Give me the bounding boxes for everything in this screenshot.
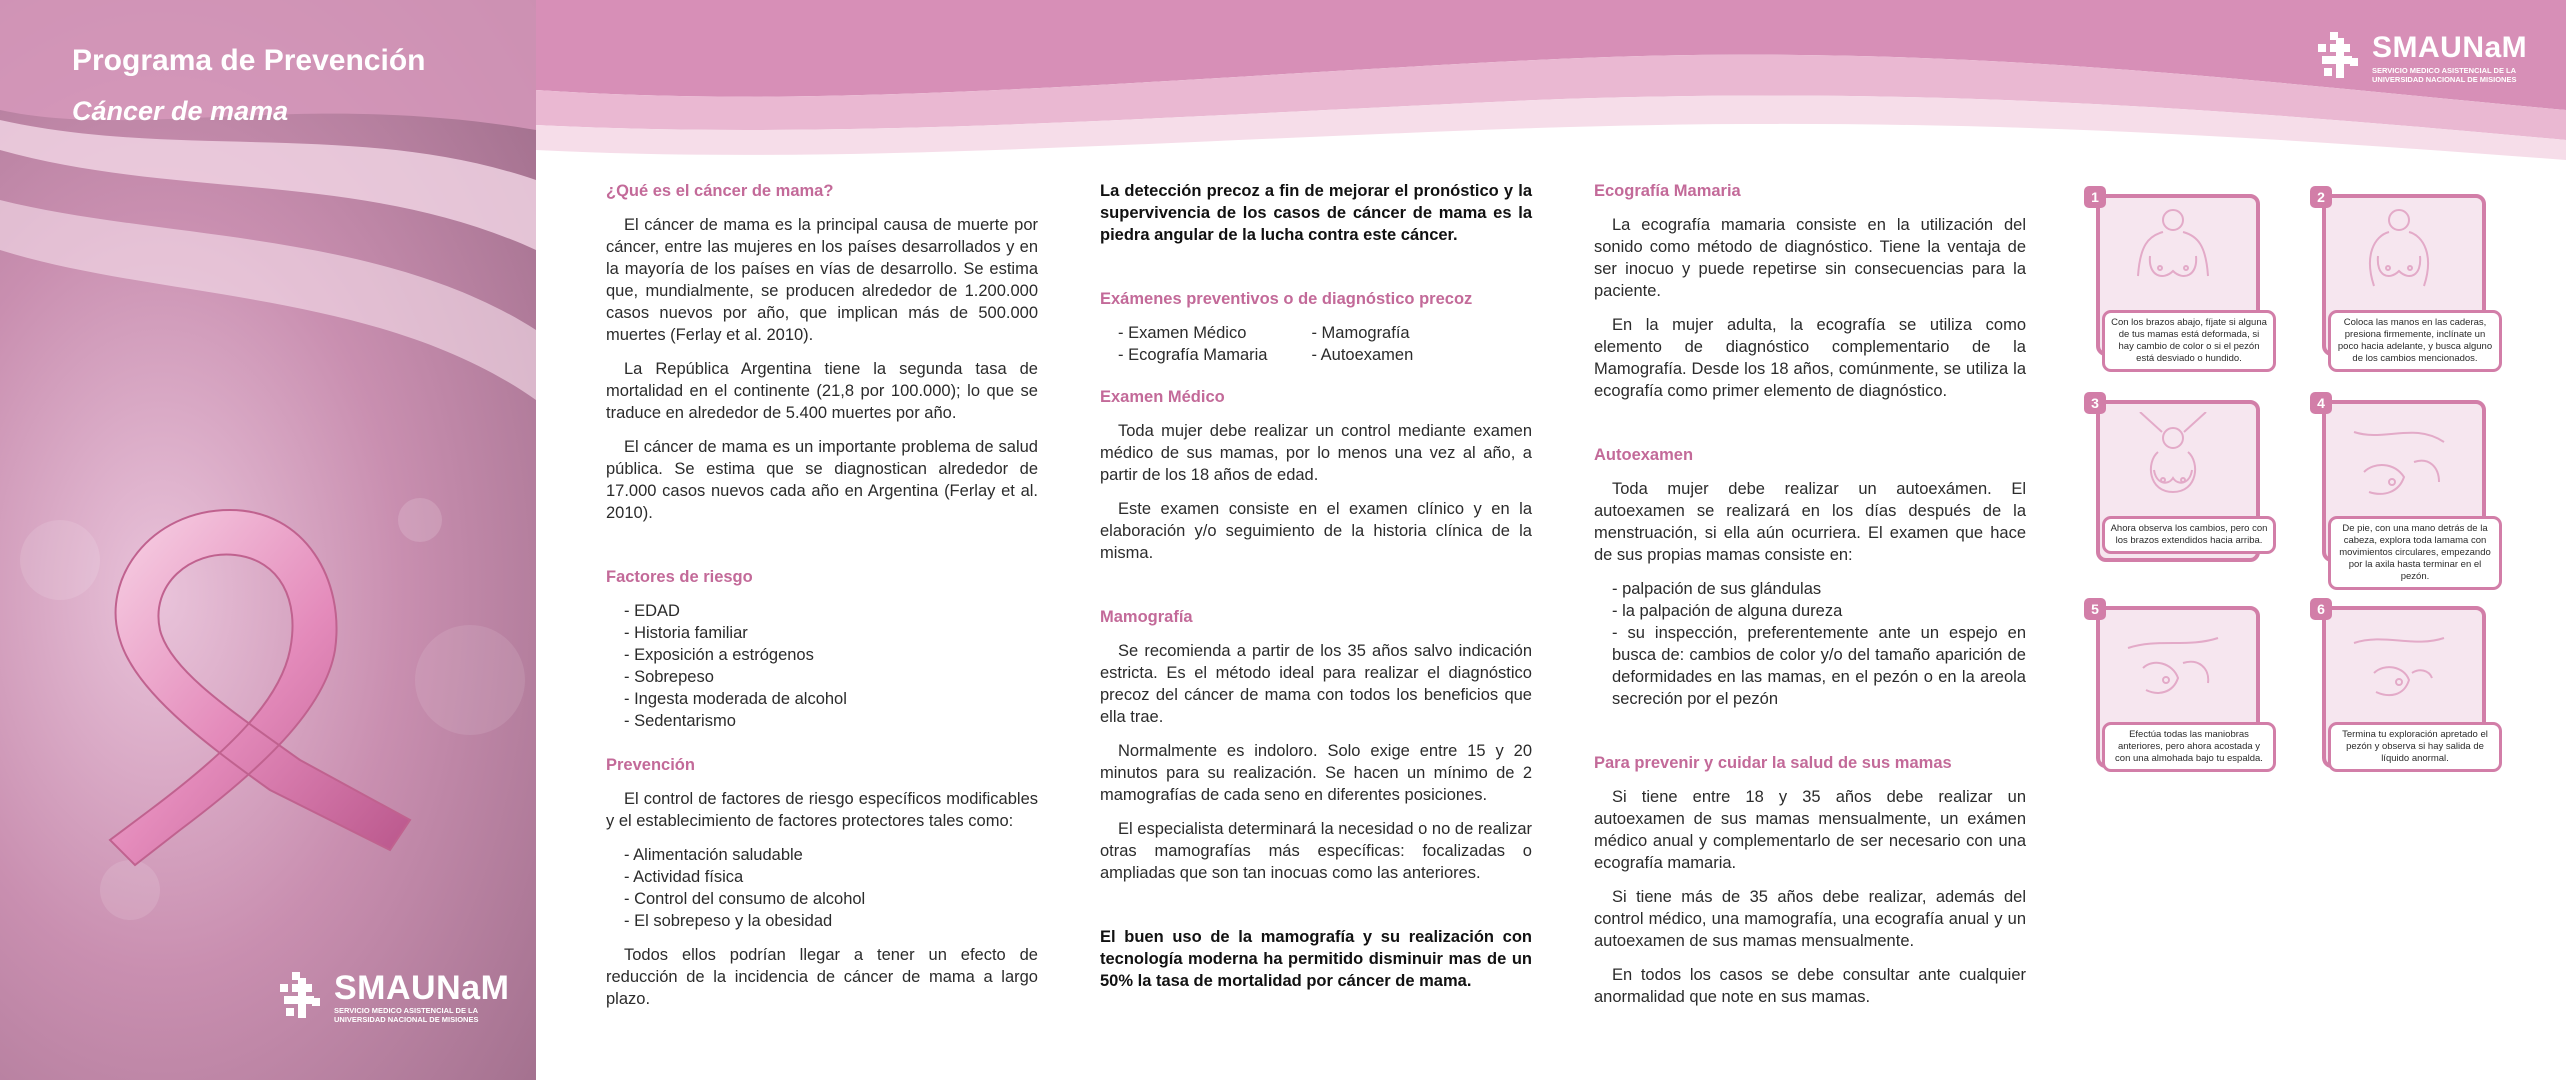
self-exam-list [1594,578,2026,710]
heading-self-exam: Autoexamen [1594,446,1694,464]
step-caption: Con los brazos abajo, fíjate si alguna de tus mamas está deformada, si hay cambio de color o si el pezón está desviado o hundido. [2102,310,2276,372]
smaunam-cross-icon [272,968,330,1026]
heading-care: Para prevenir y cuidar la salud de sus mamas [1594,754,1952,772]
paragraph: El especialista determinará la necesidad o no de realizar otras mamografías más específicas: focalizadas o ampliadas que son tan inocuas como las anteriores. [1100,820,1532,882]
step-number: 5 [2084,598,2106,620]
smaunam-logo-top [2310,28,2527,86]
list-item: - Sobrepeso [624,668,714,686]
program-subtitle: Cáncer de mama [72,96,289,126]
woman-hands-on-hips-icon [2344,206,2454,316]
header-wave-band [536,0,2566,175]
paragraph: La ecografía mamaria consiste en la utilización del sonido como método de diagnóstico. Tiene la ventaja de ser inocuo y puede repetirse sin consecuencias para la paciente. [1594,216,2026,300]
paragraph: Se recomienda a partir de los 35 años salvo indicación estricta. Es el método ideal para realizar el diagnóstico precoz del cáncer de mama con todos los beneficios que ella trae. [1100,642,1532,726]
list-item: - la palpación de alguna dureza [1612,602,1843,620]
list-item: - Alimentación saludable [624,846,803,864]
palpation-icon [2344,412,2454,522]
list-item: - Historia familiar [624,624,748,642]
list-item: - Ingesta moderada de alcohol [624,690,847,708]
step-number: 1 [2084,186,2106,208]
detection-intro: La detección precoz a fin de mejorar el pronóstico y la supervivencia de los casos de cáncer de mama es la piedra angular de la lucha contra este cáncer. [1100,182,1532,244]
list-item: - Actividad física [624,868,744,886]
paragraph: Toda mujer debe realizar un autoexámen. El autoexamen se realizará en los días después de la menstruación, si ella aún ocurriera. El examen que hace de sus propias mamas consiste en: [1594,480,2026,564]
list-item: - Autoexamen [1311,346,1414,364]
pink-ribbon-icon [90,490,430,870]
step-6 [2310,598,2488,778]
brand-line-1: SERVICIO MEDICO ASISTENCIAL DE LA [2372,66,2517,75]
list-item: - El sobrepeso y la obesidad [624,912,833,930]
step-caption: Termina tu exploración apretado el pezón y observa si hay salida de líquido anormal. [2328,722,2502,772]
step-1 [2084,186,2267,366]
column-what-is [606,180,1038,1022]
step-3 [2084,392,2268,572]
heading-exams: Exámenes preventivos o de diagnóstico precoz [1100,290,1473,308]
column-detection [1100,180,1532,1004]
heading-risk-factors: Factores de riesgo [606,568,753,586]
step-number: 4 [2310,392,2332,414]
step-caption: De pie, con una mano detrás de la cabeza, explora toda lamama con movimientos circulares, empezando por la axila hasta terminar en el pezón. [2328,516,2502,590]
brand-line-1: SERVICIO MEDICO ASISTENCIAL DE LA [334,1006,479,1015]
paragraph: El cáncer de mama es un importante problema de salud pública. Se estima que se diagnostican alrededor de 17.000 casos nuevos cada año en Argentina (Ferlay et al. 2010). [606,438,1038,522]
paragraph: En todos los casos se debe consultar ante cualquier anormalidad que note en sus mamas. [1594,966,2026,1006]
brand-line-2: UNIVERSIDAD NACIONAL DE MISIONES [2372,75,2517,84]
step-caption: Efectúa todas las maniobras anteriores, pero ahora acostada y con una almohada bajo tu espalda. [2102,722,2276,772]
step-number: 3 [2084,392,2106,414]
list-item: - Control del consumo de alcohol [624,890,866,908]
list-item: - Ecografía Mamaria [1118,346,1268,364]
list-item: - su inspección, preferentemente ante un espejo en busca de: cambios de color y/o del tamaño aparición de deformidades en las mamas, en el pezón o en la areola secreción por el pezón [1612,624,2026,708]
list-item: - Mamografía [1311,324,1410,342]
list-item: - Sedentarismo [624,712,736,730]
heading-medical-exam: Examen Médico [1100,388,1225,406]
self-exam-steps [2084,186,2544,806]
step-number: 6 [2310,598,2332,620]
paragraph: Toda mujer debe realizar un control mediante examen médico de sus mamas, por lo menos una vez al año, a partir de los 18 años de edad. [1100,422,1532,484]
paragraph: El cáncer de mama es la principal causa de muerte por cáncer, entre las mujeres en los países desarrollados y en la mayoría de los países en vías de desarrollo. Se estima que, mundialmente, se producen alrededor de 1.200.000 casos nuevos por año, que implican más de 500.000 muertes (Ferlay et al. 2010). [606,216,1038,344]
step-4 [2310,392,2491,582]
woman-torso-icon [2118,206,2228,316]
nipple-squeeze-icon [2344,618,2454,728]
brand-name: SMAUNaM [2372,31,2528,64]
step-5 [2084,598,2263,778]
heading-prevention: Prevención [606,756,695,774]
paragraph: Todos ellos podrían llegar a tener un efecto de reducción de la incidencia de cáncer de mama a largo plazo. [606,946,1038,1008]
paragraph: Si tiene entre 18 y 35 años debe realizar un autoexamen de sus mamas mensualmente, un exámen médico anual y complementarlo de ser necesario con una ecografía mamaria. [1594,788,2026,872]
list-item: - Examen Médico [1118,324,1247,342]
list-item: - Exposición a estrógenos [624,646,814,664]
paragraph: Si tiene más de 35 años debe realizar, además del control médico, una mamografía, una ecografía anual y un autoexamen de sus mamas mensualmente. [1594,888,2026,950]
paragraph: La República Argentina tiene la segunda tasa de mortalidad en el continente (21,8 por 100.000); lo que se traduce en alrededor de 5.400 muertes por año. [606,360,1038,422]
column-ultrasound [1594,180,2026,1020]
mammography-closing: El buen uso de la mamografía y su realización con tecnología moderna ha permitido disminuir mas de un 50% la tasa de mortalidad por cáncer de mama. [1100,928,1532,990]
heading-mammography: Mamografía [1100,608,1193,626]
step-caption: Ahora observa los cambios, pero con los brazos extendidos hacia arriba. [2102,516,2276,554]
smaunam-cross-icon [2310,28,2368,86]
risk-factors-list [606,600,1038,732]
step-number: 2 [2310,186,2332,208]
exams-list [1100,322,1532,366]
sidebar-panel [0,0,536,1080]
step-caption: Coloca las manos en las caderas, presiona firmemente, inclínate un poco hacia adelante, y busca alguno de los cambios mencionados. [2328,310,2502,372]
paragraph: El control de factores de riesgo específicos modificables y el establecimiento de factores protectores tales como: [606,790,1038,830]
paragraph: Normalmente es indoloro. Solo exige entre 15 y 20 minutos para su realización. Se hacen un mínimo de 2 mamografías de cada seno en diferentes posiciones. [1100,742,1532,804]
woman-lying-icon [2118,618,2228,728]
prevention-list [606,844,1038,932]
heading-what-is: ¿Qué es el cáncer de mama? [606,182,834,200]
heading-ultrasound: Ecografía Mamaria [1594,182,1741,200]
list-item: - palpación de sus glándulas [1612,580,1822,598]
smaunam-logo-bottom [272,968,509,1026]
paragraph: En la mujer adulta, la ecografía se utiliza como elemento de diagnóstico complementario de la Mamografía. Desde los 18 años, comúnmente, se utiliza la ecografía como primer elemento de diagnóstico. [1594,316,2026,400]
paragraph: Este examen consiste en el examen clínico y en la elaboración y/o seguimiento de la historia clínica de la misma. [1100,500,1532,562]
brand-line-2: UNIVERSIDAD NACIONAL DE MISIONES [334,1015,479,1024]
brand-name: SMAUNaM [334,969,510,1007]
woman-arms-raised-icon [2118,412,2228,522]
step-2 [2310,186,2493,366]
program-title: Programa de Prevención [72,44,426,77]
list-item: - EDAD [624,602,680,620]
